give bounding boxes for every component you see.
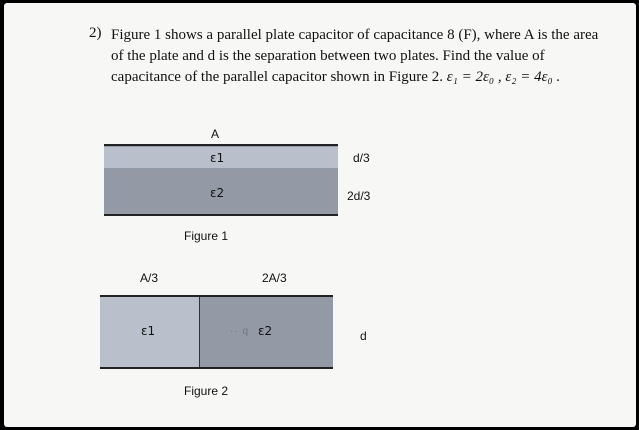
question-line-3: capacitance of the parallel capacitor shown in Figure 2. bbox=[111, 69, 443, 85]
question-page bbox=[4, 3, 636, 427]
question-line-1: Figure 1 shows a parallel plate capacitor of capacitance 8 (F), where A is the area bbox=[111, 27, 599, 43]
figure2-right-width: 2A/3 bbox=[262, 271, 287, 285]
figure2-caption: Figure 2 bbox=[184, 384, 229, 398]
question-text bbox=[111, 25, 631, 88]
figure1-top-thickness: d/3 bbox=[353, 151, 370, 165]
permittivity-values: ε₁ = 2ε₀ , ε₂ = 4ε₀ . bbox=[446, 69, 561, 85]
figure2-eps2-label: ε2 bbox=[258, 324, 273, 338]
figure1-eps2-label: ε2 bbox=[210, 186, 225, 200]
figure1-area-label: A bbox=[211, 127, 220, 141]
question-line-2: of the plate and d is the separation between two plates. Find the value of bbox=[111, 48, 545, 64]
figure2-bottom-plate bbox=[100, 367, 333, 369]
figure2-left-width: A/3 bbox=[140, 271, 159, 285]
figure1-caption: Figure 1 bbox=[184, 229, 229, 243]
figure2-eps1-label: ε1 bbox=[141, 324, 156, 338]
figure1-bottom-plate bbox=[104, 214, 338, 216]
question-number: 2) bbox=[89, 25, 102, 41]
figure1-bottom-thickness: 2d/3 bbox=[347, 189, 371, 203]
figure2-faint-mark: ·· q bbox=[230, 326, 249, 337]
figure1-eps1-label: ε1 bbox=[210, 151, 225, 165]
figure2-separation: d bbox=[360, 329, 367, 343]
